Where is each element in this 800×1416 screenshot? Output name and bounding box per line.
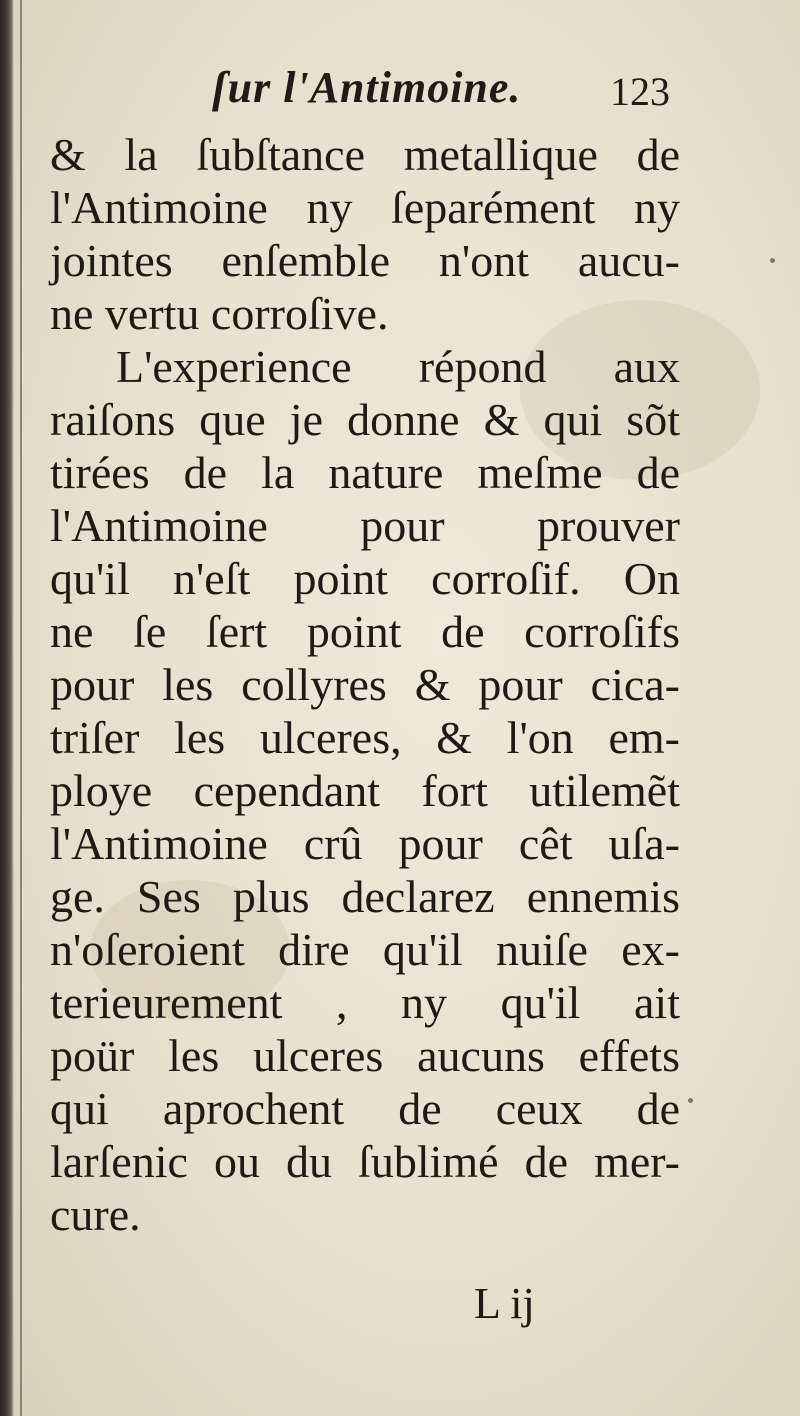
page-number: 123: [610, 69, 670, 114]
page-fold-line: [20, 0, 22, 1416]
text-line: n'oſeroient dire qu'il nuiſe ex-: [50, 924, 680, 975]
text-line: terieurement , ny qu'il ait: [50, 977, 680, 1028]
text-line: larſenic ou du ſublimé de mer-: [50, 1136, 680, 1187]
text-line: qu'il n'eſt point corroſif. On: [50, 553, 680, 604]
text-line: ge. Ses plus declarez ennemis: [50, 871, 680, 922]
text-line: L'experience répond aux: [116, 341, 680, 392]
page-binding-edge: [0, 0, 14, 1416]
text-line: l'Antimoine pour prouver: [50, 500, 680, 551]
text-line: triſer les ulceres, & l'on em-: [50, 712, 680, 763]
page-header: [190, 62, 670, 132]
text-line: l'Antimoine crû pour cêt uſa-: [50, 818, 680, 869]
ink-speck: [770, 258, 775, 263]
text-line: l'Antimoine ny ſeparément ny: [50, 182, 680, 233]
running-head: ſur l'Antimoine.: [212, 63, 522, 112]
signature-mark: L ij: [474, 1279, 535, 1328]
text-line: poür les ulceres aucuns effets: [50, 1030, 680, 1081]
body-text: [50, 128, 680, 1241]
text-line: cure.: [50, 1189, 141, 1240]
text-line: jointes enſemble n'ont aucu-: [50, 235, 680, 286]
text-line: raiſons que je donne & qui sõt: [50, 394, 680, 445]
text-line: ne ſe ſert point de corroſifs: [50, 606, 680, 657]
text-line: qui aprochent de ceux de: [50, 1083, 680, 1134]
ink-speck: [688, 1098, 693, 1103]
text-line: tirées de la nature meſme de: [50, 447, 680, 498]
text-line: & la ſubſtance metallique de: [50, 129, 680, 180]
text-line: pour les collyres & pour cica-: [50, 659, 680, 710]
text-line: ploye cependant fort utilemẽt: [50, 765, 680, 816]
text-line: ne vertu corroſive.: [50, 288, 389, 339]
